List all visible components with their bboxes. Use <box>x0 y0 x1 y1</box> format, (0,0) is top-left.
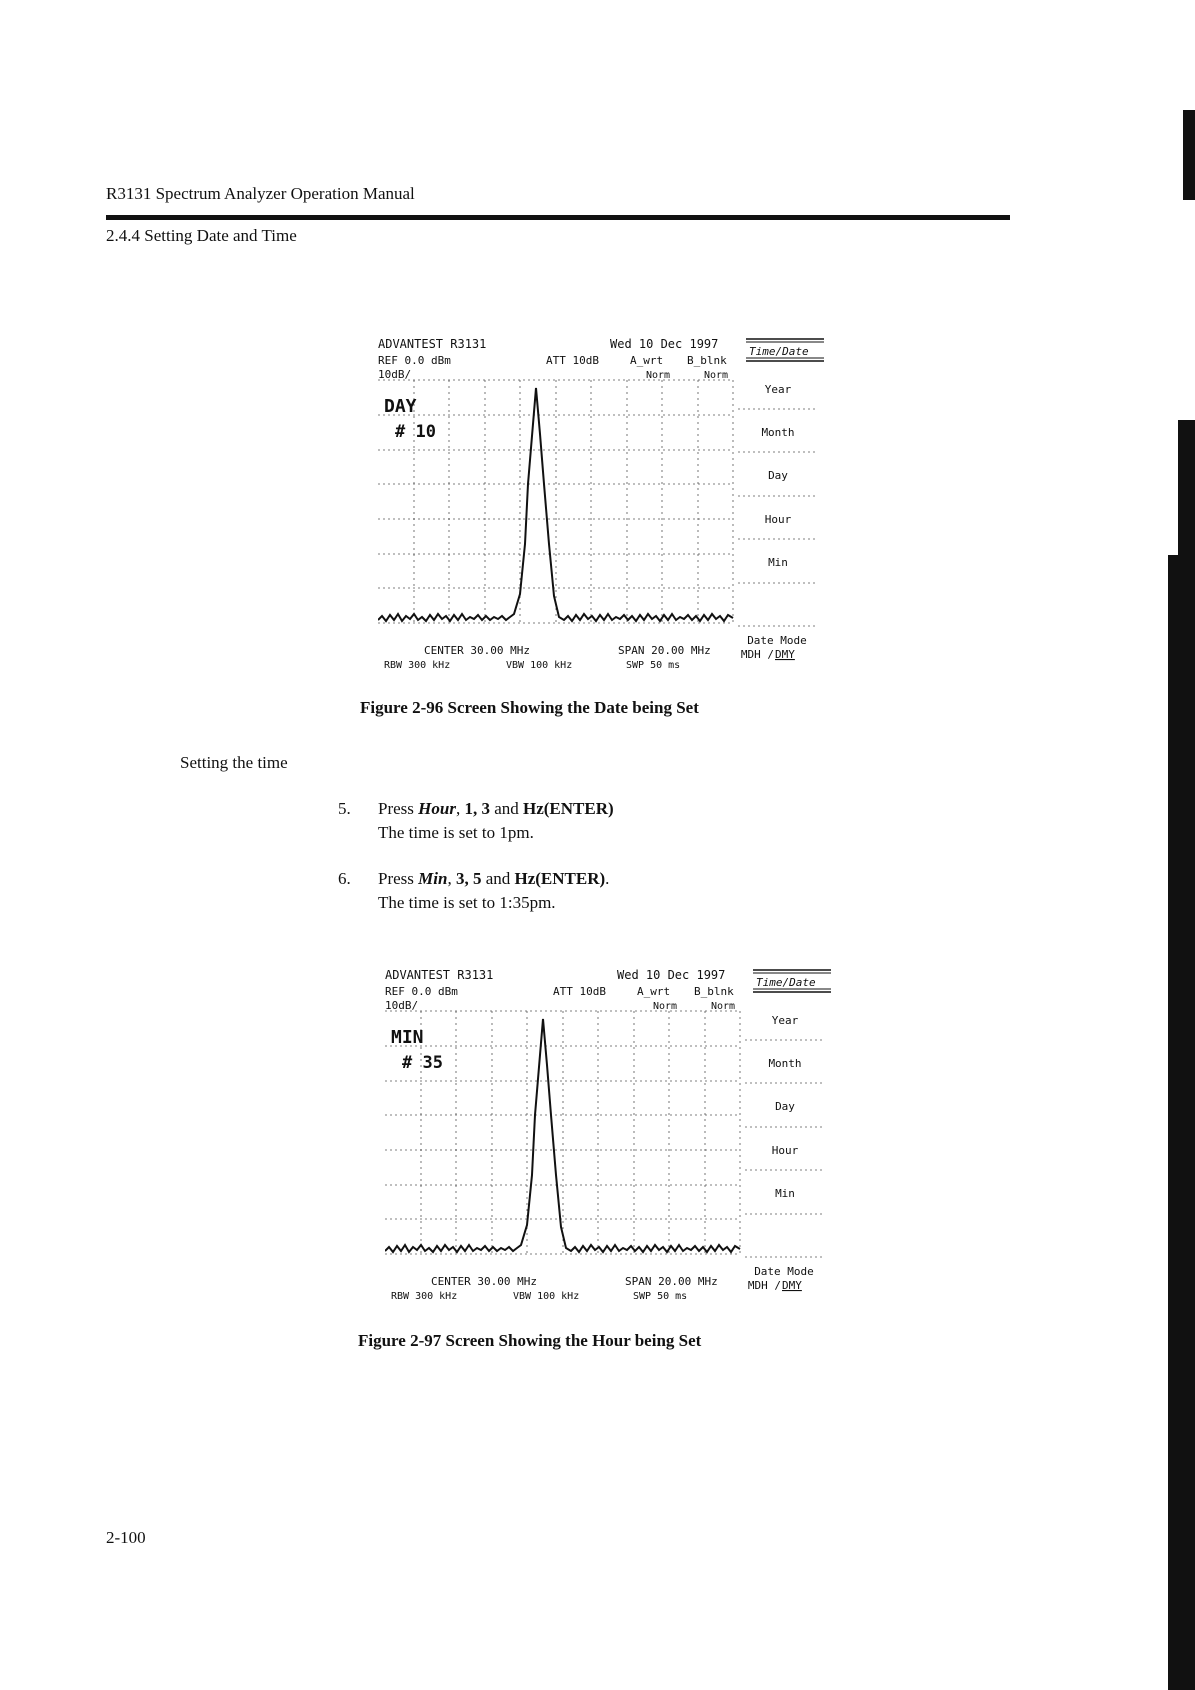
screen-trace-a: A_wrt <box>630 354 664 367</box>
analyzer-screen-2 <box>385 965 835 1305</box>
key-hour: Hour <box>418 799 456 818</box>
date-mode-mdh: MDH / <box>747 1279 781 1292</box>
side-heading: Setting the time <box>180 753 288 772</box>
key-enter: Hz(ENTER) <box>523 799 614 818</box>
step-separator: , <box>447 869 456 888</box>
step-number: 6. <box>338 869 351 888</box>
header-rule <box>106 215 1010 220</box>
key-digits: 3, 5 <box>455 869 482 888</box>
step-separator: , <box>455 799 465 818</box>
date-mode-mdh: MDH / <box>740 648 774 661</box>
screen-center: CENTER 30.00 MHz <box>431 1275 537 1288</box>
screen-att: ATT 10dB <box>546 354 599 367</box>
softkey-day: Day <box>775 1100 795 1113</box>
graticule <box>378 380 816 626</box>
screen-vbw: VBW 100 kHz <box>513 1291 580 1302</box>
step-text: Press <box>378 799 419 818</box>
screen-brand: ADVANTEST R3131 <box>378 337 487 351</box>
screen-span: SPAN 20.00 MHz <box>618 644 711 657</box>
screen-rbw: RBW 300 kHz <box>384 660 451 671</box>
graticule <box>385 1011 823 1257</box>
softkey-month: Month <box>768 1057 802 1070</box>
screen-rbw: RBW 300 kHz <box>391 1291 458 1302</box>
page-number: 2-100 <box>106 1528 146 1547</box>
screen-trace-b: B_blnk <box>694 985 734 998</box>
screen-datetime: Wed 10 Dec 1997 <box>610 337 719 351</box>
softkey-month: Month <box>761 426 795 439</box>
screen-swp: SWP 50 ms <box>626 660 681 671</box>
step-end: . <box>605 869 610 888</box>
step-and: and <box>481 869 515 888</box>
entry-label: MIN <box>391 1027 424 1048</box>
screen-ref: REF 0.0 dBm <box>378 354 451 367</box>
screen-ref: REF 0.0 dBm <box>385 985 458 998</box>
figure-caption-2: Figure 2-97 Screen Showing the Hour being Set <box>358 1331 702 1350</box>
softkey-date-mode: Date Mode <box>747 634 807 647</box>
analyzer-screen-1 <box>378 334 828 674</box>
key-digits: 1, 3 <box>464 799 490 818</box>
step-result: The time is set to 1pm. <box>378 823 534 842</box>
screen-center: CENTER 30.00 MHz <box>424 644 530 657</box>
scan-edge-artifact <box>1168 555 1195 1690</box>
screen-att: ATT 10dB <box>553 985 606 998</box>
softkey-hour: Hour <box>764 513 792 526</box>
softkey-min: Min <box>775 1187 795 1200</box>
softkey-year: Year <box>771 1014 799 1027</box>
screen-swp: SWP 50 ms <box>633 1291 688 1302</box>
softkey-min: Min <box>768 556 788 569</box>
screen-norm-b: Norm <box>711 1001 736 1012</box>
scan-edge-artifact <box>1178 420 1195 560</box>
step-number: 5. <box>338 799 351 818</box>
menu-title: Time/Date <box>756 976 816 989</box>
softkey-date-mode: Date Mode <box>754 1265 814 1278</box>
softkey-hour: Hour <box>771 1144 799 1157</box>
screen-trace-b: B_blnk <box>687 354 727 367</box>
screen-vbw: VBW 100 kHz <box>506 660 573 671</box>
date-mode-dmy: DMY <box>782 1279 802 1292</box>
section-title: 2.4.4 Setting Date and Time <box>106 226 297 245</box>
entry-value: # 35 <box>402 1053 443 1073</box>
screen-norm-b: Norm <box>704 370 729 381</box>
key-min: Min <box>418 869 448 888</box>
entry-label: DAY <box>384 396 417 417</box>
step-result: The time is set to 1:35pm. <box>378 893 556 912</box>
screen-norm-a: Norm <box>653 1001 678 1012</box>
screen-norm-a: Norm <box>646 370 671 381</box>
screen-scale: 10dB/ <box>385 999 419 1012</box>
screen-brand: ADVANTEST R3131 <box>385 968 494 982</box>
step-text: Press <box>378 869 419 888</box>
scan-edge-artifact <box>1183 110 1195 200</box>
key-enter: Hz(ENTER) <box>514 869 606 888</box>
step-and: and <box>489 799 523 818</box>
entry-value: # 10 <box>395 422 436 442</box>
menu-title: Time/Date <box>749 345 809 358</box>
softkey-year: Year <box>764 383 792 396</box>
date-mode-dmy: DMY <box>775 648 795 661</box>
manual-title: R3131 Spectrum Analyzer Operation Manual <box>106 184 415 203</box>
screen-scale: 10dB/ <box>378 368 412 381</box>
screen-span: SPAN 20.00 MHz <box>625 1275 718 1288</box>
screen-trace-a: A_wrt <box>637 985 671 998</box>
softkey-day: Day <box>768 469 788 482</box>
figure-caption-1: Figure 2-96 Screen Showing the Date being Set <box>360 698 699 717</box>
screen-datetime: Wed 10 Dec 1997 <box>617 968 726 982</box>
